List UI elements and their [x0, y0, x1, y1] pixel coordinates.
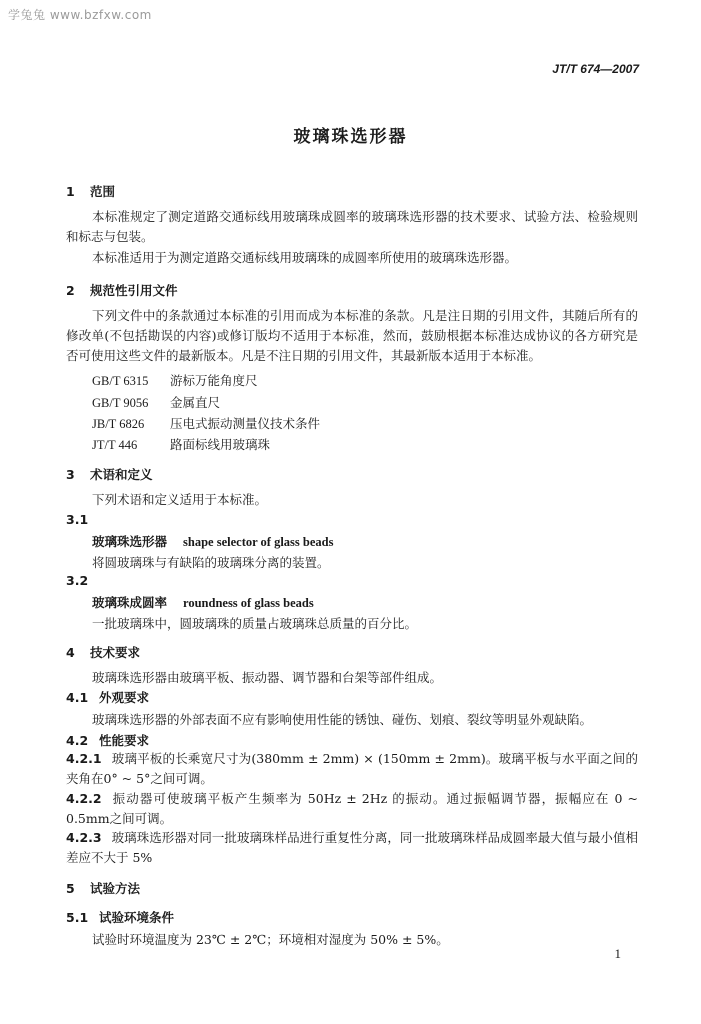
reference-name: 压电式振动测量仪技术条件 [170, 416, 321, 431]
clause-number: 4.2.2 [66, 791, 102, 806]
page-number: 1 [614, 946, 621, 961]
subsection-5-1-heading [66, 908, 174, 926]
reference-item [92, 371, 258, 389]
section-title: 术语和定义 [90, 467, 153, 482]
section-2-paragraph-1: 下列文件中的条款通过本标准的引用而成为本标准的条款。凡是注日期的引用文件，其随后所有的修改单(不包括勘误的内容)或修订版均不适用于本标准，然而，鼓励根据本标准达成协议的各方研究是否可使用这些文件的最新版本。凡是不注日期的引用文件，其最新版本适用于本标准。 [66, 308, 638, 363]
clause-4-2-3 [66, 828, 638, 868]
subsection-number: 5.1 [66, 910, 89, 925]
section-2-heading [66, 281, 178, 299]
section-number: 2 [66, 283, 75, 298]
clause-text: 玻璃珠选形器对同一批玻璃珠样品进行重复性分离，同一批玻璃珠样品成圆率最大值与最小值相差应不大于 5% [66, 830, 638, 865]
subsection-number: 4.1 [66, 690, 89, 705]
section-title: 规范性引用文件 [90, 283, 178, 298]
section-title: 技术要求 [90, 645, 141, 660]
standard-code: JT/T 674—2007 [552, 62, 639, 76]
subsection-5-1-text: 试验时环境温度为 23℃ ± 2℃；环境相对湿度为 50% ± 5%。 [92, 932, 449, 947]
reference-code: JB/T 6826 [92, 417, 145, 431]
clause-4-2-1 [66, 749, 638, 789]
watermark: 学兔兔 www.bzfxw.com [8, 8, 152, 22]
term-english: shape selector of glass beads [183, 535, 334, 549]
section-3-heading [66, 465, 153, 483]
subsection-title: 外观要求 [99, 690, 150, 705]
term-3-2-heading [92, 593, 314, 611]
clause-4-2-2 [66, 789, 638, 829]
reference-name: 金属直尺 [170, 395, 221, 410]
clause-text: 玻璃平板的长乘宽尺寸为(380mm ± 2mm) × (150mm ± 2mm)。玻璃平板与水平面之间的夹角在0° ~ 5°之间可调。 [66, 751, 638, 786]
term-3-1-heading [92, 532, 333, 550]
section-3-paragraph-1: 下列术语和定义适用于本标准。 [92, 492, 268, 507]
section-number: 1 [66, 184, 75, 199]
subsection-4-1-text: 玻璃珠选形器的外部表面不应有影响使用性能的锈蚀、碰伤、划痕、裂纹等明显外观缺陷。 [92, 712, 593, 727]
term-chinese: 玻璃珠成圆率 [92, 595, 168, 610]
term-3-2-number: 3.2 [66, 573, 89, 588]
subsection-4-2-heading [66, 731, 149, 749]
section-number: 3 [66, 467, 75, 482]
reference-item [92, 435, 270, 453]
clause-text: 振动器可使玻璃平板产生频率为 50Hz ± 2Hz 的振动。通过振幅调节器，振幅应在 0 ~ 0.5mm之间可调。 [66, 791, 638, 826]
section-number: 5 [66, 881, 75, 896]
subsection-title: 性能要求 [99, 733, 150, 748]
reference-name: 路面标线用玻璃珠 [170, 437, 271, 452]
term-3-1-number: 3.1 [66, 512, 89, 527]
section-4-paragraph-1: 玻璃珠选形器由玻璃平板、振动器、调节器和台架等部件组成。 [92, 670, 443, 685]
clause-number: 4.2.1 [66, 751, 102, 766]
section-title: 试验方法 [90, 881, 141, 896]
document-title: 玻璃珠选形器 [293, 127, 408, 147]
section-number: 4 [66, 645, 75, 660]
subsection-4-1-heading [66, 688, 149, 706]
reference-item [92, 414, 320, 432]
subsection-title: 试验环境条件 [99, 910, 175, 925]
reference-code: GB/T 6315 [92, 374, 149, 388]
reference-item [92, 393, 220, 411]
section-1-paragraph-2: 本标准适用于为测定道路交通标线用玻璃珠的成圆率所使用的玻璃珠选形器。 [92, 250, 518, 265]
reference-name: 游标万能角度尺 [170, 373, 258, 388]
section-1-paragraph-1: 本标准规定了测定道路交通标线用玻璃珠成圆率的玻璃珠选形器的技术要求、试验方法、检验规则和标志与包装。 [66, 209, 638, 244]
reference-code: GB/T 9056 [92, 396, 149, 410]
term-chinese: 玻璃珠选形器 [92, 534, 168, 549]
section-5-heading [66, 879, 140, 897]
clause-number: 4.2.3 [66, 830, 102, 845]
subsection-number: 4.2 [66, 733, 89, 748]
section-1-heading [66, 182, 115, 200]
section-title: 范围 [90, 184, 116, 199]
term-3-1-definition: 将圆玻璃珠与有缺陷的玻璃珠分离的装置。 [92, 555, 330, 570]
reference-code: JT/T 446 [92, 438, 138, 452]
term-3-2-definition: 一批玻璃珠中，圆玻璃珠的质量占玻璃珠总质量的百分比。 [92, 616, 418, 631]
section-4-heading [66, 643, 140, 661]
term-english: roundness of glass beads [183, 596, 314, 610]
